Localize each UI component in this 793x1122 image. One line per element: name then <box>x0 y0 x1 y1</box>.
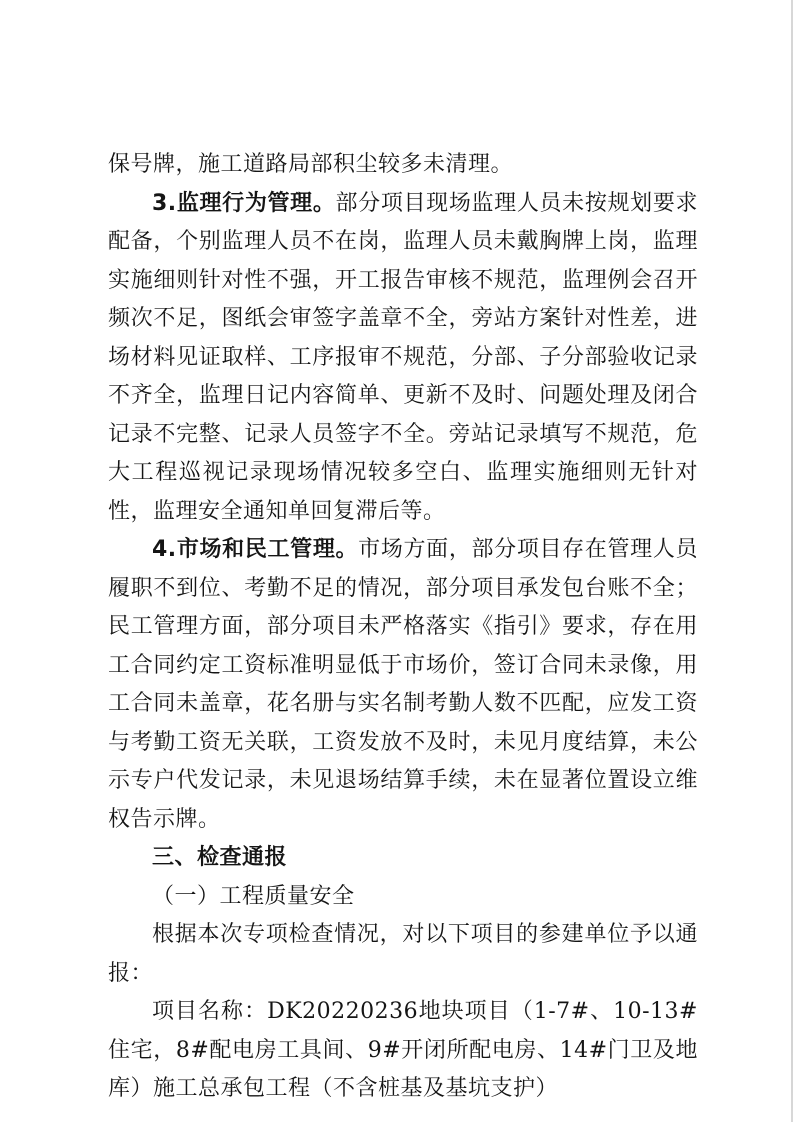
paragraph-text: 部分项目现场监理人员未按规划要求配备，个别监理人员不在岗，监理人员未戴胸牌上岗，监理实施细则针对性不强，开工报告审核不规范，监理例会召开频次不足，图纸会审签字盖章不全，旁站方案针对性差，进场材料见证取样、工序报审不规范，分部、子分部验收记录不齐全，监理日记内容简单、更新不及时、问题处理及闭合记录不完整、记录人员签字不全。旁站记录填写不规范，危大工程巡视记录现场情况较多空白、监理实施细则无针对性，监理安全通知单回复滞后等。 <box>108 190 698 524</box>
paragraph-project-name: 项目名称：DK20220236地块项目（1-7#、10-13#住宅，8#配电房工具间、9#开闭所配电房、14#门卫及地库）施工总承包工程（不含桩基及基坑支护） <box>108 999 698 1101</box>
paragraph-supervision <box>108 185 698 532</box>
paragraph-text: 保号牌，施工道路局部积尘较多未清理。 <box>108 152 514 177</box>
paragraph-continuation <box>108 146 698 185</box>
section-heading: 三、检查通报 <box>152 845 288 870</box>
paragraph-text: 市场方面，部分项目存在管理人员履职不到位、考勤不足的情况，部分项目承发包台账不全；民工管理方面，部分项目未严格落实《指引》要求，存在用工合同约定工资标准明显低于市场价，签订合同未录像，用工合同未盖章，花名册与实名制考勤人数不匹配，应发工资与考勤工资无关联，工资发放不及时，未见月度结算，未公示专户代发记录，未见退场结算手续，未在显著位置设立维权告示牌。 <box>108 537 698 832</box>
paragraph-notice: 根据本次专项检查情况，对以下项目的参建单位予以通报： <box>108 922 698 986</box>
document-body <box>108 146 698 1109</box>
subsection-heading: （一）工程质量安全 <box>152 883 355 909</box>
paragraph-market-labor <box>108 531 698 839</box>
paragraph-lead: 4.市场和民工管理。 <box>152 537 359 562</box>
paragraph-lead: 3.监理行为管理。 <box>152 190 336 216</box>
